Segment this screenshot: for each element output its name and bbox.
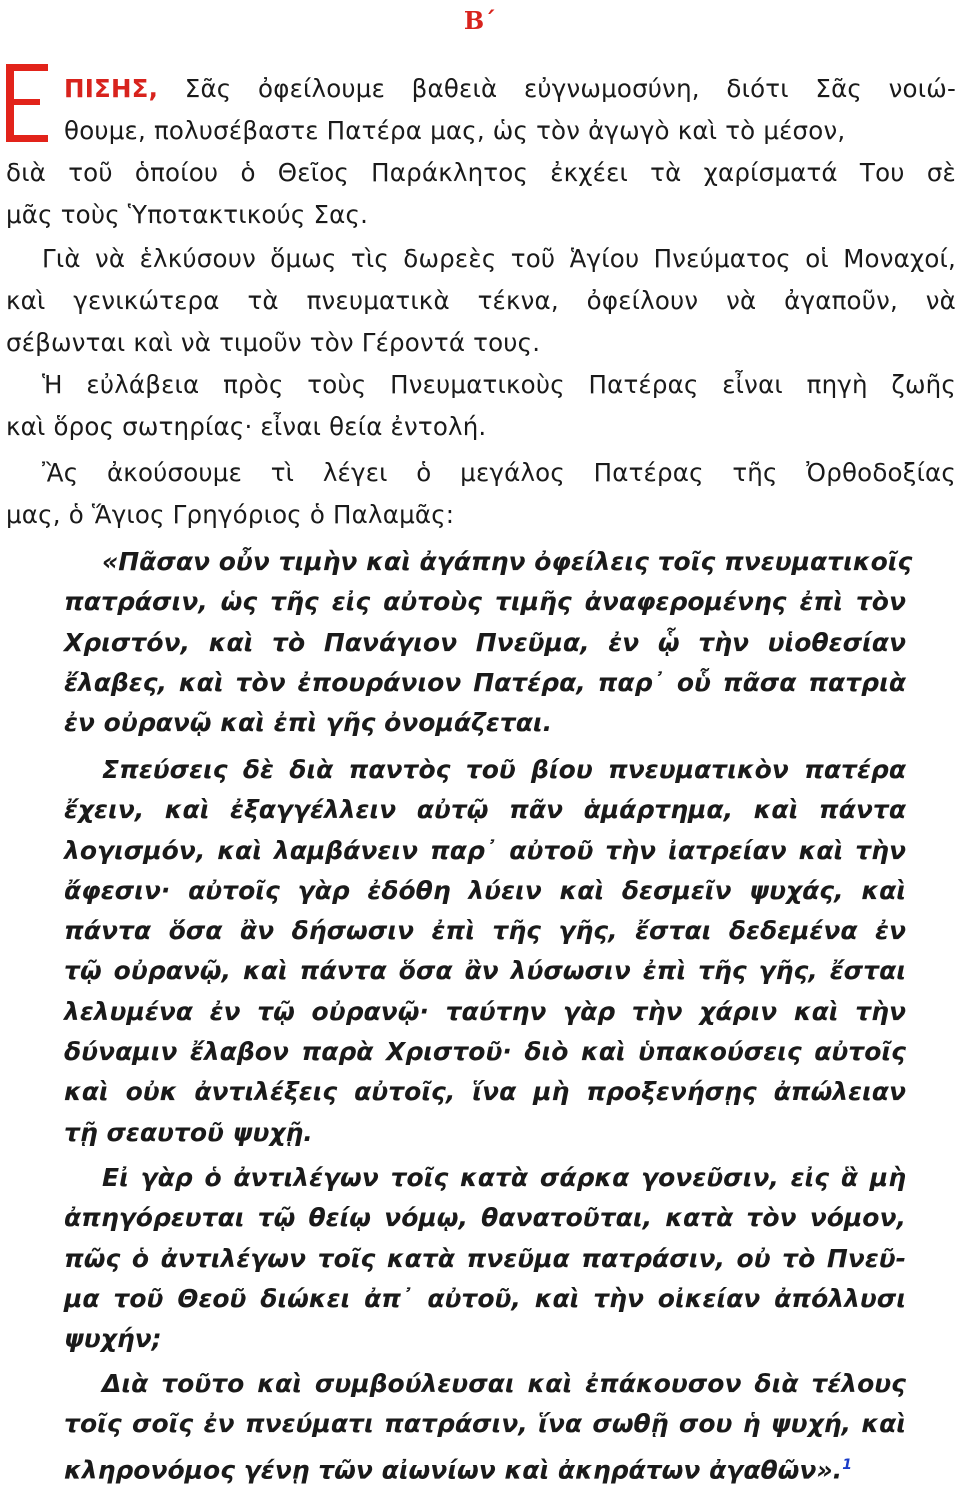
quote-line: λελυμένα ἐν τῷ οὐρανῷ· ταύτην γὰρ τὴν χάριν καὶ τὴν [64,996,906,1026]
body-paragraph [6,238,956,364]
quote-line: λογισμόν, καὶ λαμβάνειν παρ᾽ αὐτοῦ τὴν ἰατρείαν καὶ τὴν [64,835,906,865]
paragraph-line: Γιὰ νὰ ἑλκύσουν ὅμως τὶς δωρεὲς τοῦ Ἁγίου Πνεύματος οἱ Μοναχοί, [42,244,956,273]
intro-line: θουμε, πολυσέβαστε Πατέρα μας, ὡς τὸν ἀγωγὸ καὶ τὸ μέσον, [64,116,846,145]
quote-line: Εἰ γὰρ ὁ ἀντιλέγων τοῖς κατὰ σάρκα γονεῦσιν, εἰς ἃ μὴ [102,1163,906,1192]
quote-paragraph [64,750,906,1153]
quote-line: δύναμιν ἔλαβον παρὰ Χριστοῦ· διὸ καὶ ὑπακούσεις αὐτοῖς [64,1037,906,1067]
body-paragraph [6,452,956,536]
quote-line: Διὰ τοῦτο καὶ συμβούλευσαι καὶ ἐπάκουσον διὰ τέλους [102,1369,906,1398]
quote-line: ἐν οὐρανῷ καὶ ἐπὶ γῆς ὀνομάζεται. [64,708,553,738]
intro-line: Σᾶς ὀφείλουμε βαθειὰ εὐγνωμοσύνη, διότι Σᾶς νοιώ- [184,74,956,103]
paragraph-line: σέβωνται καὶ νὰ τιμοῦν τὸν Γέροντά τους. [6,328,541,357]
quote-line: καὶ οὐκ ἀντιλέξεις αὐτοῖς, ἵνα μὴ προξενήσῃς ἀπώλειαν [64,1077,906,1107]
quote-line: ἀπηγόρευται τῷ θείῳ νόμῳ, θανατοῦται, κατὰ τὸν νόμον, [64,1203,906,1233]
intro-line: διὰ τοῦ ὁποίου ὁ Θεῖος Παράκλητος ἐκχέει τὰ χαρίσματά Του σὲ [6,158,956,187]
quote-line: τῷ οὐρανῷ, καὶ πάντα ὅσα ἂν λύσωσιν ἐπὶ τῆς γῆς, ἔσται [64,956,906,986]
paragraph-line: Ἡ εὐλάβεια πρὸς τοὺς Πνευματικοὺς Πατέρας εἶναι πηγὴ ζωῆς [42,370,956,399]
paragraph-line: Ἂς ἀκούσουμε τὶ λέγει ὁ μεγάλος Πατέρας τῆς Ὀρθοδοξίας [42,458,956,487]
quote-line: «Πᾶσαν οὖν τιμὴν καὶ ἀγάπην ὀφείλεις τοῖς πνευματικοῖς [102,547,913,576]
chapter-heading: Β΄ [463,6,497,35]
paragraph-line: καὶ γενικώτερα τὰ πνευματικὰ τέκνα, ὀφείλουν νὰ ἀγαποῦν, νὰ [6,286,956,315]
quote-line: ψυχήν; [64,1324,162,1354]
quote-line: τῇ σεαυτοῦ ψυχῇ. [64,1117,313,1147]
quote-line: ἔχειν, καὶ ἐξαγγέλλειν αὐτῷ πᾶν ἁμάρτημα, καὶ πάντα [64,795,906,825]
intro-lead-word: ΠΙΣΗΣ, [64,74,159,103]
quote-line: πῶς ὁ ἀντιλέγων τοῖς κατὰ πνεῦμα πατράσιν, οὐ τὸ Πνεῦ- [64,1243,906,1273]
paragraph-line: καὶ ὅρος σωτηρίας· εἶναι θεία ἐντολή. [6,412,487,441]
quote-line: ἄφεσιν· αὐτοῖς γὰρ ἐδόθη λύειν καὶ δεσμεῖν ψυχάς, καὶ [64,875,906,905]
quote-line: κληρονόμος γένῃ τῶν αἰωνίων καὶ ἀκηράτων ἀγαθῶν». [64,1454,843,1484]
quote-line: Χριστόν, καὶ τὸ Πανάγιον Πνεῦμα, ἐν ᾧ τὴν υἱοθεσίαν [64,627,906,657]
drop-cap-epsilon [6,64,56,142]
quote-line: Σπεύσεις δὲ διὰ παντὸς τοῦ βίου πνευματικὸν πατέρα [102,755,906,784]
quote-line: μα τοῦ Θεοῦ διώκει ἀπ᾽ αὐτοῦ, καὶ τὴν οἰκείαν ἀπόλλυσι [64,1283,906,1313]
quote-line: πατράσιν, ὡς τῆς εἰς αὐτοὺς τιμῆς ἀναφερομένης ἐπὶ τὸν [64,587,906,617]
quote-paragraph [64,1158,906,1359]
quote-line: πάντα ὅσα ἂν δήσωσιν ἐπὶ τῆς γῆς, ἔσται δεδεμένα ἐν [64,916,906,946]
footnote-marker[interactable]: 1 [842,1456,852,1473]
quote-line: ἔλαβες, καὶ τὸν ἐπουράνιον Πατέρα, παρ᾽ οὗ πᾶσα πατριὰ [64,667,906,697]
quote-paragraph [64,542,913,743]
quote-paragraph [64,1364,906,1490]
intro-line: μᾶς τοὺς Ὑποτακτικούς Σας. [6,200,369,229]
quote-line: τοῖς σοῖς ἐν πνεύματι πατράσιν, ἵνα σωθῇ σου ἡ ψυχή, καὶ [64,1409,906,1439]
body-paragraph [6,364,956,448]
paragraph-line: μας, ὁ Ἅγιος Γρηγόριος ὁ Παλαμᾶς: [6,500,455,529]
